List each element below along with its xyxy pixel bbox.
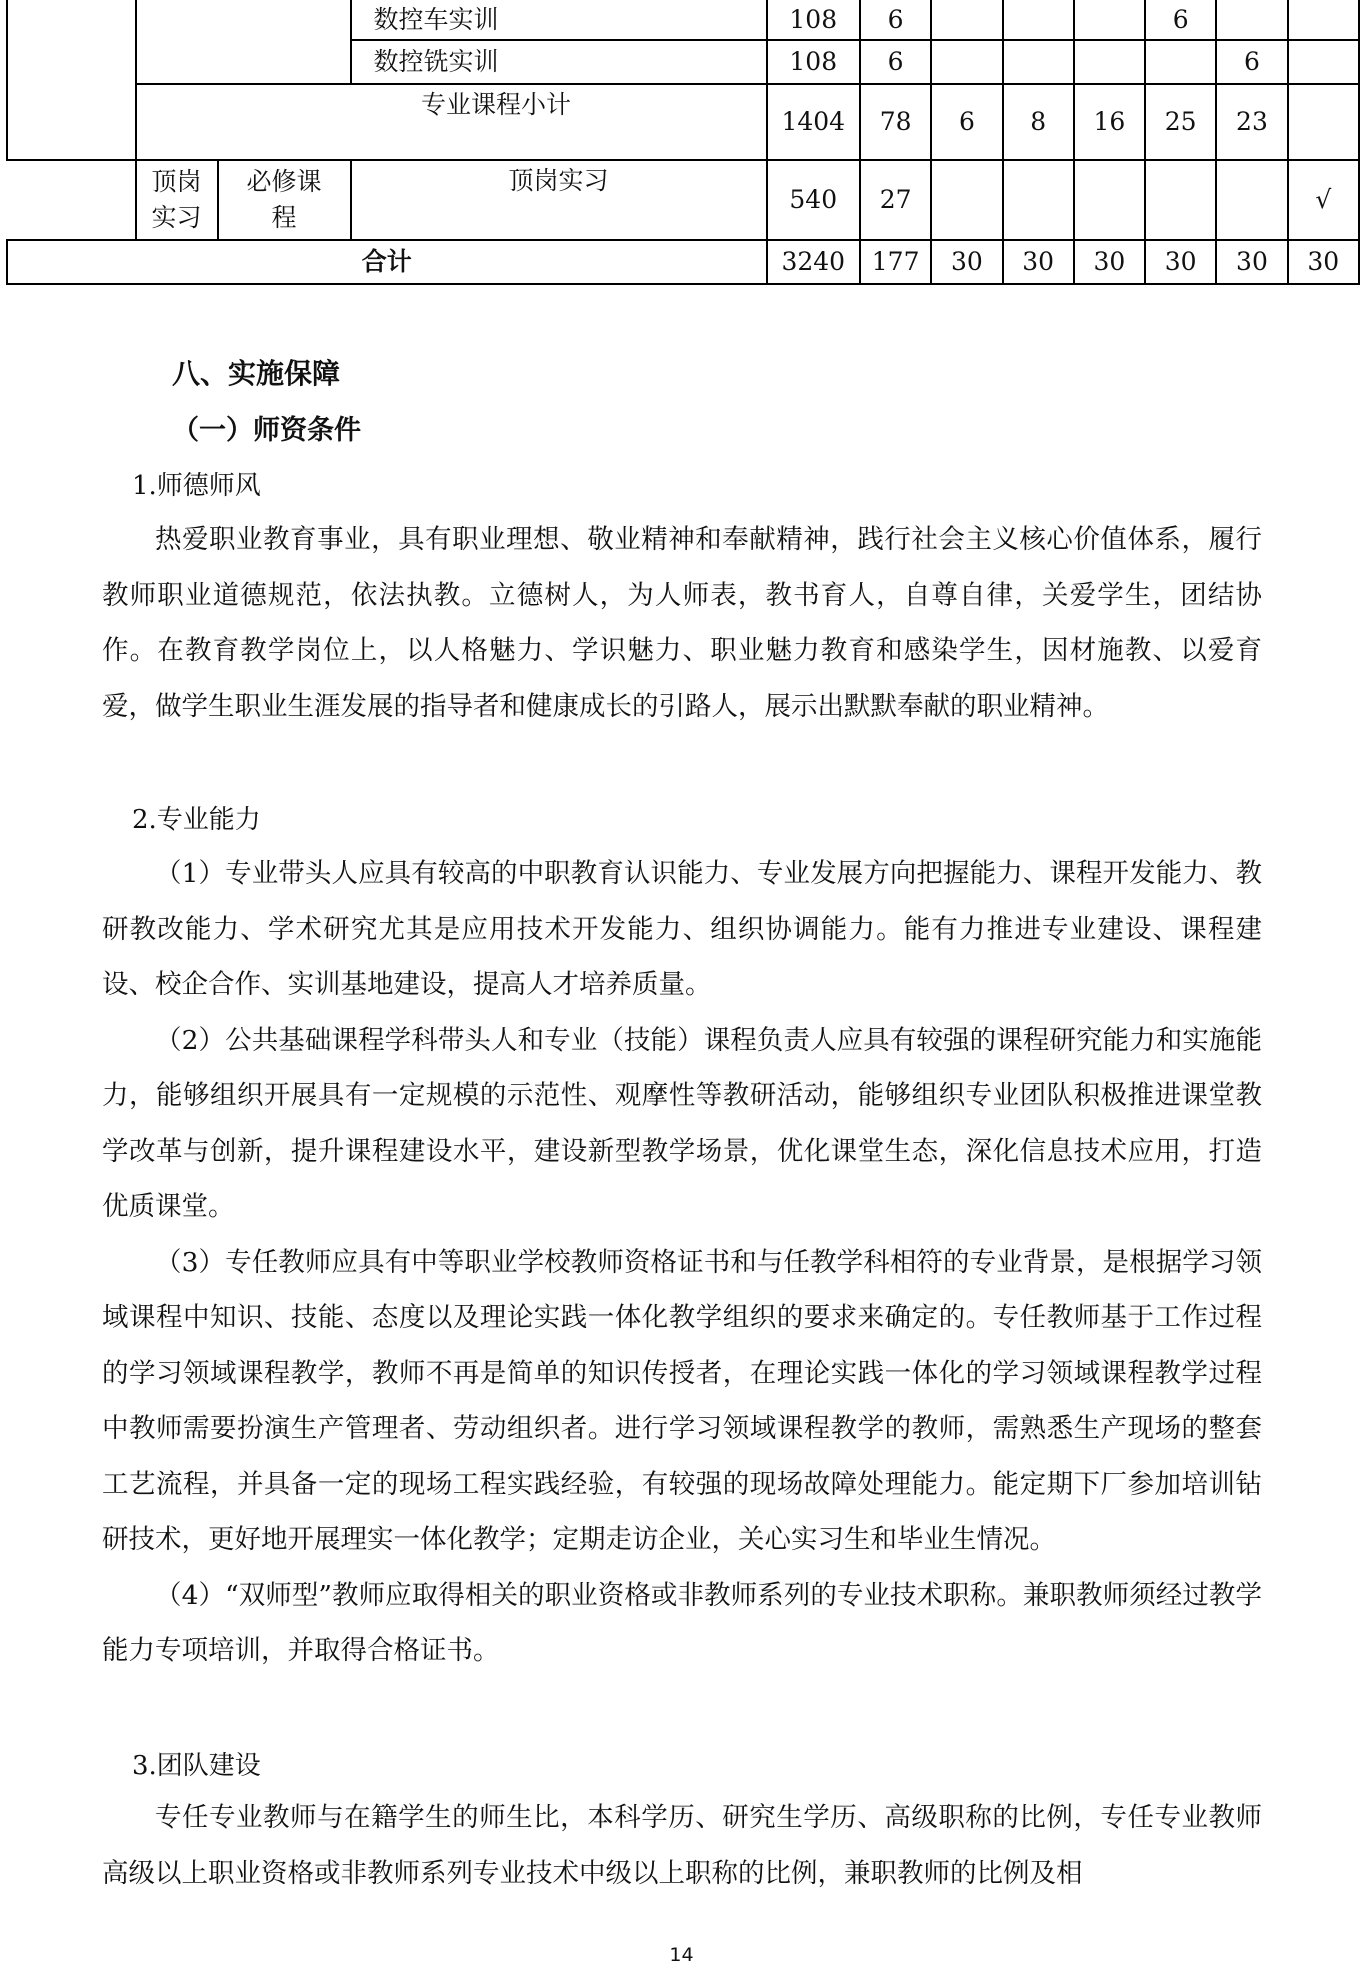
subtotal-label: 专业课程小计 [136,84,767,160]
table-cell-empty [222,0,351,84]
semester-cell [1216,160,1287,240]
semester-cell [1074,160,1145,240]
semester-cell: 30 [1074,240,1145,284]
course-name-cell: 数控车实训 [351,0,767,40]
paragraph: 热爱职业教育事业，具有职业理想、敬业精神和奉献精神，践行社会主义核心价值体系，履行教师职业道德规范，依法执教。立德树人，为人师表，教书育人，自尊自律，关爱学生，团结协作。在教育教学岗位上，以人格魅力、学识魅力、职业魅力教育和感染学生，因材施教、以爱育爱，做学生职业生涯发展的指导者和健康成长的引路人，展示出默默奉献的职业精神。 [102,524,1262,722]
semester-cell [1216,0,1287,40]
internship-type: 必修课 程 [246,167,322,232]
semester-cell [1288,40,1359,84]
semester-cell [931,40,1002,84]
semester-cell [1145,160,1216,240]
semester-cell: 6 [1145,0,1216,40]
semester-cell [931,160,1002,240]
semester-cell [931,0,1002,40]
item-body [102,846,1262,1679]
item-title: 2.专业能力 [132,805,261,835]
paragraph: （1）专业带头人应具有较高的中职教育认识能力、专业发展方向把握能力、课程开发能力、教研教改能力、学术研究尤其是应用技术开发能力、组织协调能力。能有力推进专业建设、课程建设、校企合作、实训基地建设，提高人才培养质量。 [102,858,1262,1000]
semester-cell: 30 [931,240,1002,284]
subtotal-row [7,84,1359,160]
hours-cell: 1404 [767,84,860,160]
credits-cell: 78 [860,84,931,160]
semester-cell [1003,0,1074,40]
paragraph: （4）“双师型”教师应取得相关的职业资格或非教师系列的专业技术职称。兼职教师须经过教学能力专项培训，并取得合格证书。 [102,1579,1262,1666]
table-cell-empty [7,0,136,160]
semester-cell: 30 [1216,240,1287,284]
semester-cell: 8 [1003,84,1074,160]
item-body [102,512,1262,734]
paragraph: （2）公共基础课程学科带头人和专业（技能）课程负责人应具有较强的课程研究能力和实施能力，能够组织开展具有一定规模的示范性、观摩性等教研活动，能够组织专业团队积极推进课堂教学改革与创新，提升课程建设水平，建设新型教学场景，优化课堂生态，深化信息技术应用，打造优质课堂。 [102,1024,1262,1222]
hours-cell: 540 [767,160,860,240]
semester-cell: 6 [1216,40,1287,84]
item-body [102,1790,1262,1901]
credits-cell: 6 [860,0,931,40]
checkmark-cell: √ [1288,160,1359,240]
semester-cell [1074,0,1145,40]
table-row [7,0,1359,40]
semester-cell [1288,0,1359,40]
table-cell-empty [7,160,136,240]
semester-cell: 23 [1216,84,1287,160]
semester-cell [1074,40,1145,84]
semester-cell [1145,40,1216,84]
semester-cell: 30 [1003,240,1074,284]
course-name-cell: 数控铣实训 [351,40,767,84]
internship-row [7,160,1359,240]
hours-cell: 108 [767,40,860,84]
internship-course: 顶岗实习 [351,160,767,240]
hours-cell: 108 [767,0,860,40]
semester-cell [1288,84,1359,160]
paragraph: （3）专任教师应具有中等职业学校教师资格证书和与任教学科相符的专业背景，是根据学习领域课程中知识、技能、态度以及理论实践一体化教学组织的要求来确定的。专任教师基于工作过程的学习领域课程教学，教师不再是简单的知识传授者，在理论实践一体化的学习领域课程教学过程中教师需要扮演生产管理者、劳动组织者。进行学习领域课程教学的教师，需熟悉生产现场的整套工艺流程，并具备一定的现场工程实践经验，有较强的现场故障处理能力。能定期下厂参加培训钻研技术，更好地开展理实一体化教学；定期走访企业，关心实习生和毕业生情况。 [102,1246,1262,1555]
section-heading: 八、实施保障 [172,357,341,390]
semester-cell: 25 [1145,84,1216,160]
item-title: 3.团队建设 [132,1751,261,1781]
paragraph: 专任专业教师与在籍学生的师生比，本科学历、研究生学历、高级职称的比例，专任专业教师高级以上职业资格或非教师系列专业技术中级以上职称的比例，兼职教师的比例及相 [102,1802,1262,1889]
subsection-heading: （一）师资条件 [172,415,361,446]
course-schedule-table [6,0,1360,285]
total-label: 合计 [7,240,767,284]
semester-cell: 6 [931,84,1002,160]
credits-cell: 177 [860,240,931,284]
item-title: 1.师德师风 [132,471,261,501]
semester-cell [1003,40,1074,84]
table-cell-empty [136,0,222,84]
semester-cell: 16 [1074,84,1145,160]
internship-category: 顶岗 实习 [137,161,219,239]
internship-cell-group [136,160,351,240]
semester-cell [1003,160,1074,240]
hours-cell: 3240 [767,240,860,284]
semester-cell: 30 [1145,240,1216,284]
credits-cell: 6 [860,40,931,84]
credits-cell: 27 [860,160,931,240]
total-row [7,240,1359,284]
semester-cell: 30 [1288,240,1359,284]
page-number: 14 [669,1944,694,1966]
